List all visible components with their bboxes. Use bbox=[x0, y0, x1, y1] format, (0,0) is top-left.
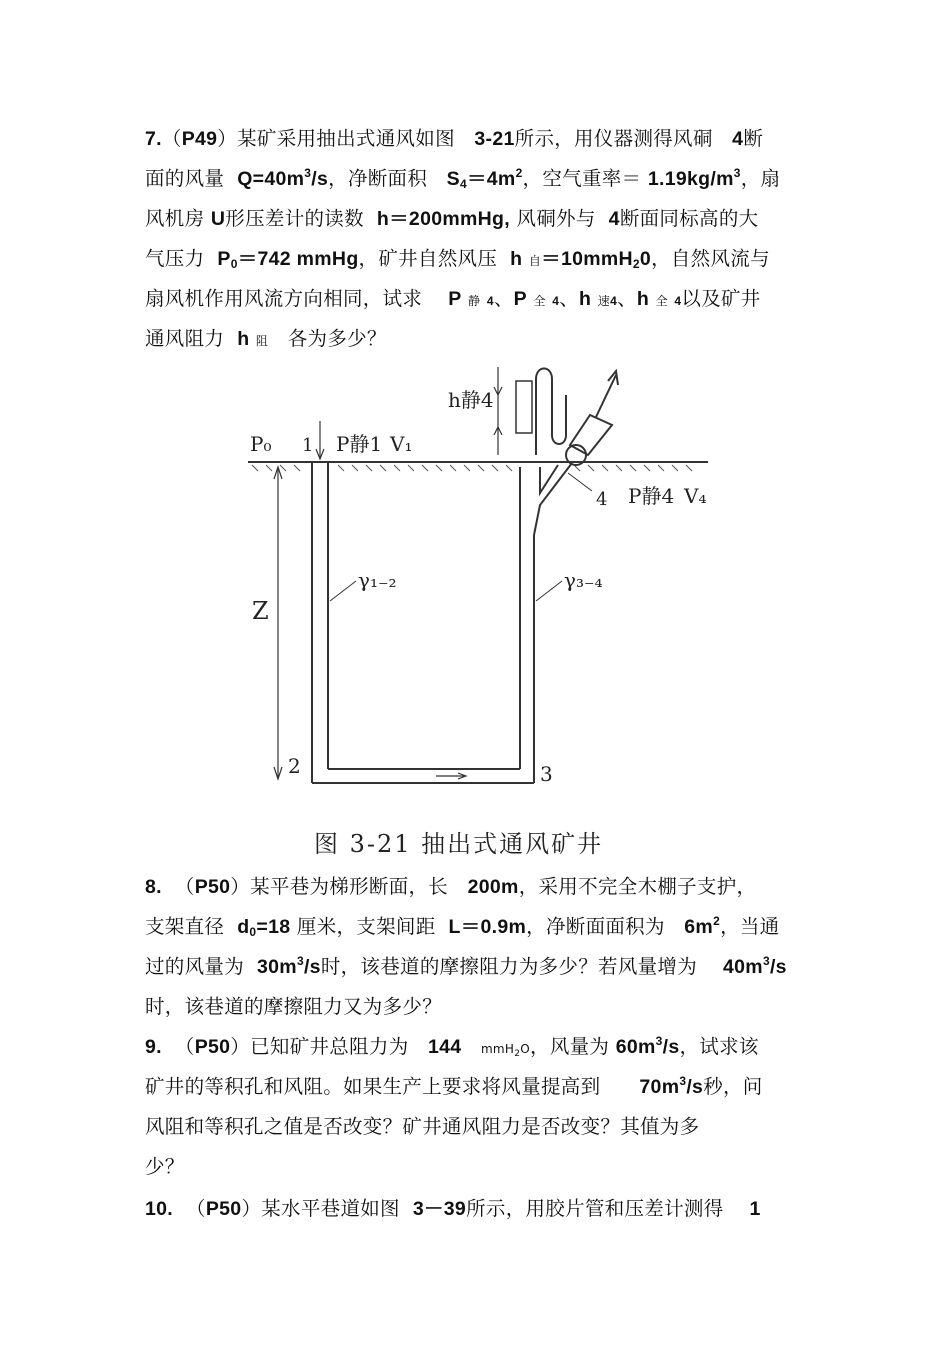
problem-number: 8. bbox=[145, 876, 162, 898]
problem7-line3: 风机房 U形压差计的读数 h＝200mmHg, 风硐外与 4断面同标高的大 bbox=[145, 207, 759, 230]
label-p-static4: P静4 bbox=[628, 484, 675, 508]
page-ref: P50 bbox=[205, 1198, 242, 1220]
label-v1: V₁ bbox=[390, 432, 413, 456]
problem8-line4: 时，该巷道的摩擦阻力又为多少？ bbox=[145, 995, 443, 1018]
manometer-scale bbox=[516, 381, 532, 433]
problem10-line1: 10. （P50）某水平巷道如图 3－39所示，用胶片管和压差计测得 1 bbox=[145, 1197, 761, 1220]
label-1: 1 bbox=[302, 435, 314, 456]
page-ref: P49 bbox=[181, 128, 218, 150]
problem7-line4: 气压力 $P_0=742$ mmHg，矿井自然风压 h 自＝10mmH$_2$0，自然风流与 bbox=[145, 247, 770, 271]
label-v4: V₄ bbox=[684, 484, 707, 508]
figure-ref: 3－39 bbox=[412, 1198, 467, 1220]
label-3: 3 bbox=[540, 762, 553, 786]
label-h-static4: h静4 bbox=[448, 388, 494, 412]
problem9-line2: 矿井的等积孔和风阻。如果生产上要求将风量提高到 $70m^3/s$秒，问 bbox=[145, 1074, 763, 1098]
u-tube-manometer bbox=[536, 369, 566, 456]
label-p-static1: P静1 bbox=[336, 432, 383, 456]
label-p0: P₀ bbox=[250, 432, 272, 456]
ground-hatching bbox=[252, 465, 692, 471]
problem7-line5: 扇风机作用风流方向相同，试求 P 静 4、P 全 4、h 速4、h 全 4以及矿井 bbox=[145, 287, 761, 310]
mine-ventilation-figure bbox=[240, 355, 730, 865]
figure-caption: 图 3-21 抽出式通风矿井 bbox=[314, 830, 604, 858]
figure-ref: 3-21 bbox=[474, 128, 515, 150]
problem9-line3: 风阻和等积孔之值是否改变？矿井通风阻力是否改变？其值为多 bbox=[145, 1115, 700, 1138]
page-ref: P50 bbox=[194, 876, 231, 898]
fan-diffuser bbox=[570, 415, 612, 455]
outlet-arrow-line bbox=[596, 375, 616, 417]
fan-drift-inner bbox=[540, 465, 558, 493]
label-gamma12: γ₁₋₂ bbox=[358, 568, 397, 592]
page-ref: P50 bbox=[194, 1036, 231, 1058]
figure-drawing bbox=[240, 355, 730, 865]
problem8-line1: 8. （P50）某平巷为梯形断面，长 200m，采用不完全木棚子支护， bbox=[145, 875, 757, 898]
problem9-line1: 9. （P50）已知矿井总阻力为 144 mmH$_2$O，风量为 $60m^3/s$，试求该 bbox=[145, 1034, 759, 1059]
problem-number: 10. bbox=[145, 1198, 174, 1220]
label-2: 2 bbox=[288, 754, 301, 778]
problem9-line4: 少？ bbox=[145, 1155, 185, 1178]
problem-number: 9. bbox=[145, 1036, 162, 1058]
label-gamma34: γ₃₋₄ bbox=[564, 568, 603, 592]
problem-number: 7. bbox=[145, 128, 162, 150]
problem8-line3: 过的风量为 $30m^3/s$时，该巷道的摩擦阻力为多少？若风量增为 $40m^3/s$ bbox=[145, 954, 787, 978]
label-4: 4 bbox=[596, 489, 608, 510]
problem7-line2: 面的风量 $Q=40m^3/s$，净断面积 $S_4=4m^2$，空气重率＝ $1.19kg/m^3$，扇 bbox=[145, 166, 781, 191]
problem7-line6: 通风阻力 h 阻 各为多少？ bbox=[145, 327, 387, 350]
problem7-line1: 7.（P49）某矿采用抽出式通风如图 3-21所示，用仪器测得风硐 4断 bbox=[145, 127, 764, 150]
problem8-line2: 支架直径 $d_0=18$ 厘米，支架间距 L＝0.9m，净断面面积为 $6m^2$，当通 bbox=[145, 914, 780, 939]
label-z: Z bbox=[252, 597, 269, 625]
